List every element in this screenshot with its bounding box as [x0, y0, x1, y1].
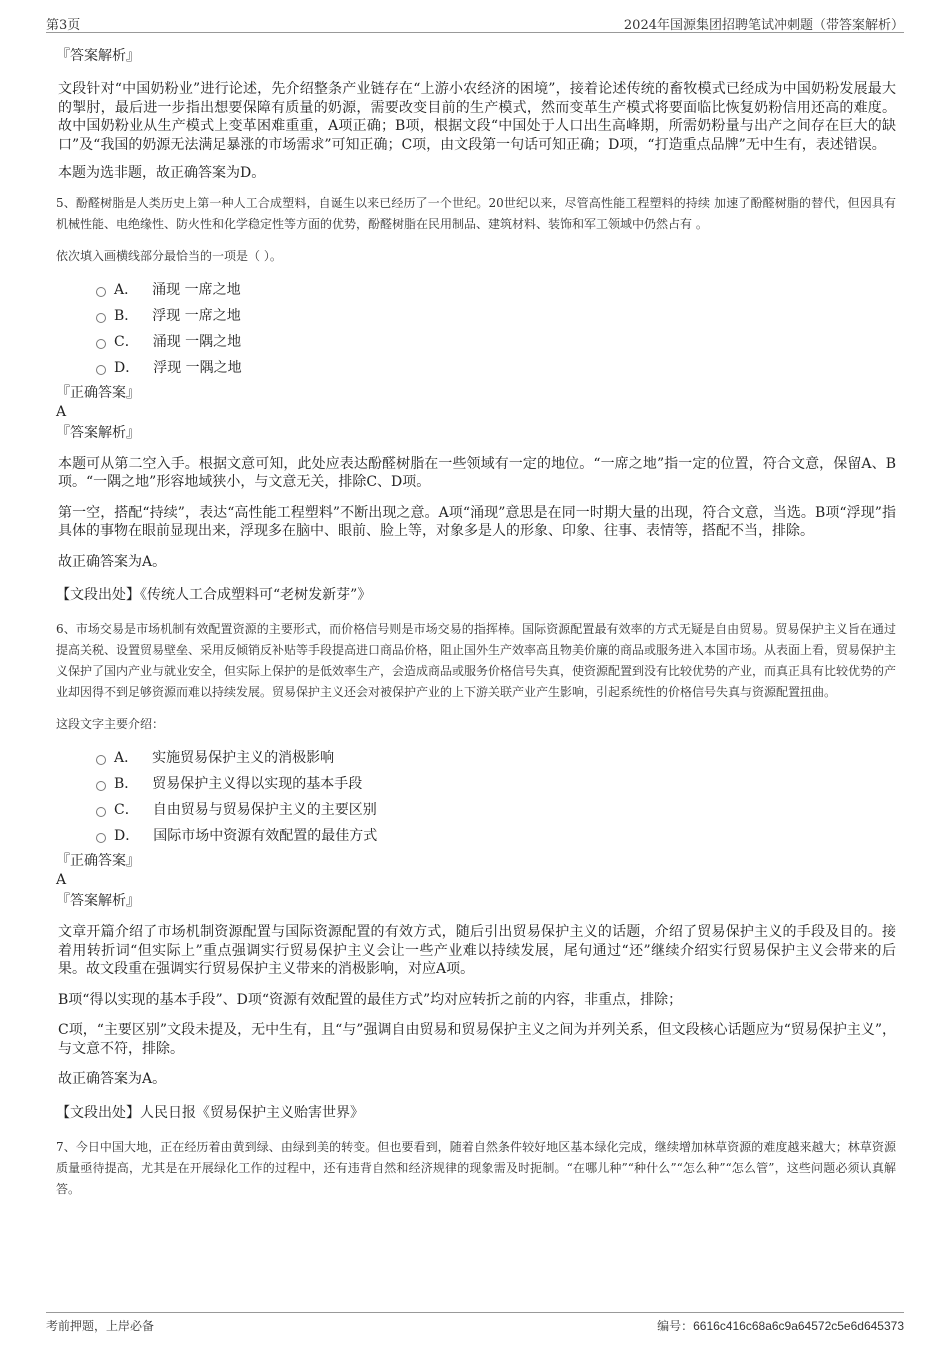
page-footer: [46, 1312, 904, 1337]
page-content: [56, 40, 896, 1200]
question-6-options: [56, 745, 896, 849]
question-7-text: 7、今日中国大地，正在经历着由黄到绿、由绿到美的转变。但也要看到，随着自然条件较好地区基本绿化完成，继续增加林草资源的难度越来越大；林草资源质量亟待提高，尤其是在开展绿化工作的过程中，还有违背自然和经济规律的现象需及时扼制。“在哪儿种”“种什么”“怎么种”“怎么管”，这些问题必须认真解答。: [56, 1139, 896, 1196]
question-5-options: [56, 277, 896, 381]
correct-answer-label: 『正确答案』: [56, 384, 140, 401]
radio-icon[interactable]: [96, 313, 106, 323]
radio-icon[interactable]: [96, 781, 106, 791]
analysis-paragraph: B项“得以实现的基本手段”、D项“资源有效配置的最佳方式”均对应转折之前的内容，非重点，排除；: [58, 991, 683, 1008]
analysis-paragraph: 文段针对“中国奶粉业”进行论述，先介绍整条产业链存在“上游小农经济的困境”，接着论述传统的畜牧模式已经成为中国奶粉发展最大的掣肘，最后进一步指出想要保障有质量的奶源，需要改变目前的生产模式，然而变革生产模式将要面临比恢复奶粉信用还高的难度。故中国奶粉业从生产模式上变革困难重重，A项正确；B项，根据文段“中国处于人口出生高峰期，所需奶粉量与出产之间存在巨大的缺口”及“我国的奶源无法满足暴涨的市场需求”可知正确；C项，由文段第一句话可知正确；D项，“打造重点品牌”无中生有，表述错误。: [58, 81, 896, 153]
footer-slogan: 考前押题，上岸必备: [46, 1319, 155, 1333]
analysis-conclusion: 本题为选非题，故正确答案为D。: [58, 165, 266, 181]
option-a[interactable]: A． 实施贸易保护主义的消极影响: [96, 745, 896, 771]
question-6-text: 6、市场交易是市场机制有效配置资源的主要形式，而价格信号则是市场交易的指挥棒。国际资源配置最有效率的方式无疑是自由贸易。贸易保护主义旨在通过提高关税、设置贸易壁垒、采用反倾销反补贴等手段提高进口商品价格，阻止国外生产效率高且物美价廉的商品或服务进入本国市场。从表面上看，贸易保护主义保护了国内产业与就业安全，但实际上保护的是低效率生产，会造成商品或服务价格信号失真，使资源配置到没有比较优势的产业，而真正具有比较优势的产业却因得不到足够资源而难以持续发展。贸易保护主义还会对被保护产业的上下游关联产业产生影响，引起系统性的价格信号失真与资源配置扭曲。: [56, 622, 897, 699]
question-5-text: 5、酚醛树脂是人类历史上第一种人工合成塑料，自诞生以来已经历了一个世纪。20世纪以来，尽管高性能工程塑料的持续 加速了酚醛树脂的替代，但因具有机械性能、电绝缘性、防火性和化学稳定性等方面的优势，酚醛树脂在民用制品、建筑材料、装饰和军工领域中仍然占有 。: [56, 195, 896, 231]
radio-icon[interactable]: [96, 339, 106, 349]
radio-icon[interactable]: [96, 365, 106, 375]
option-a[interactable]: A． 涌现 一席之地: [96, 277, 896, 303]
analysis-paragraph: C项，“主要区别”文段未提及，无中生有，且“与”强调自由贸易和贸易保护主义之间为并列关系，但文段核心话题应为“贸易保护主义”，与文意不符，排除。: [58, 1022, 896, 1057]
question-5-prompt: 依次填入画横线部分最恰当的一项是（ ）。: [56, 248, 282, 263]
analysis-label: 『答案解析』: [56, 424, 140, 441]
option-b[interactable]: B． 浮现 一席之地: [96, 303, 896, 329]
radio-icon[interactable]: [96, 807, 106, 817]
analysis-conclusion: 故正确答案为A。: [58, 1071, 167, 1087]
option-d[interactable]: D． 国际市场中资源有效配置的最佳方式: [96, 823, 896, 849]
correct-answer-label: 『正确答案』: [56, 853, 140, 869]
source-citation: 【文段出处】人民日报《贸易保护主义贻害世界》: [56, 1104, 364, 1121]
question-6-prompt: 这段文字主要介绍：: [56, 717, 165, 731]
option-c[interactable]: C． 自由贸易与贸易保护主义的主要区别: [96, 797, 896, 823]
radio-icon[interactable]: [96, 833, 106, 843]
analysis-label: 『答案解析』: [56, 893, 140, 909]
page-number: 第3页: [46, 18, 81, 33]
analysis-conclusion: 故正确答案为A。: [58, 553, 167, 570]
option-b[interactable]: B． 贸易保护主义得以实现的基本手段: [96, 771, 896, 797]
radio-icon[interactable]: [96, 755, 106, 765]
option-d[interactable]: D． 浮现 一隅之地: [96, 355, 896, 381]
radio-icon[interactable]: [96, 287, 106, 297]
analysis-paragraph: 文章开篇介绍了市场机制资源配置与国际资源配置的有效方式，随后引出贸易保护主义的话题，介绍了贸易保护主义的手段及目的。接着用转折词“但实际上”重点强调实行贸易保护主义会让一些产业难以持续发展，尾句通过“还”继续介绍实行贸易保护主义会带来的后果。故文段重在强调实行贸易保护主义带来的消极影响，对应A项。: [58, 924, 896, 977]
analysis-label: 『答案解析』: [56, 48, 140, 64]
analysis-paragraph: 本题可从第二空入手。根据文意可知，此处应表达酚醛树脂在一些领域有一定的地位。“一席之地”指一定的位置，符合文意，保留A、B项。“一隅之地”形容地域狭小，与文意无关，排除C、D项。: [58, 455, 896, 490]
document-title: 2024年国源集团招聘笔试冲刺题（带答案解析）: [623, 18, 904, 33]
page-header: [46, 8, 904, 33]
analysis-paragraph: 第一空，搭配“持续”，表达“高性能工程塑料”不断出现之意。A项“涌现”意思是在同一时期大量的出现，符合文意，当选。B项“浮现”指具体的事物在眼前显现出来，浮现多在脑中、眼前、脸上等，对象多是人的形象、印象、往事、表情等，搭配不当，排除。: [58, 504, 896, 539]
option-c[interactable]: C． 涌现 一隅之地: [96, 329, 896, 355]
correct-answer-value: A: [56, 872, 67, 888]
source-citation: 【文段出处】《传统人工合成塑料可“老树发新芽”》: [56, 587, 372, 603]
correct-answer-value: A: [56, 403, 67, 420]
document-code: 编号：6616c416c68a6c9a64572c5e6d645373: [657, 1319, 904, 1333]
